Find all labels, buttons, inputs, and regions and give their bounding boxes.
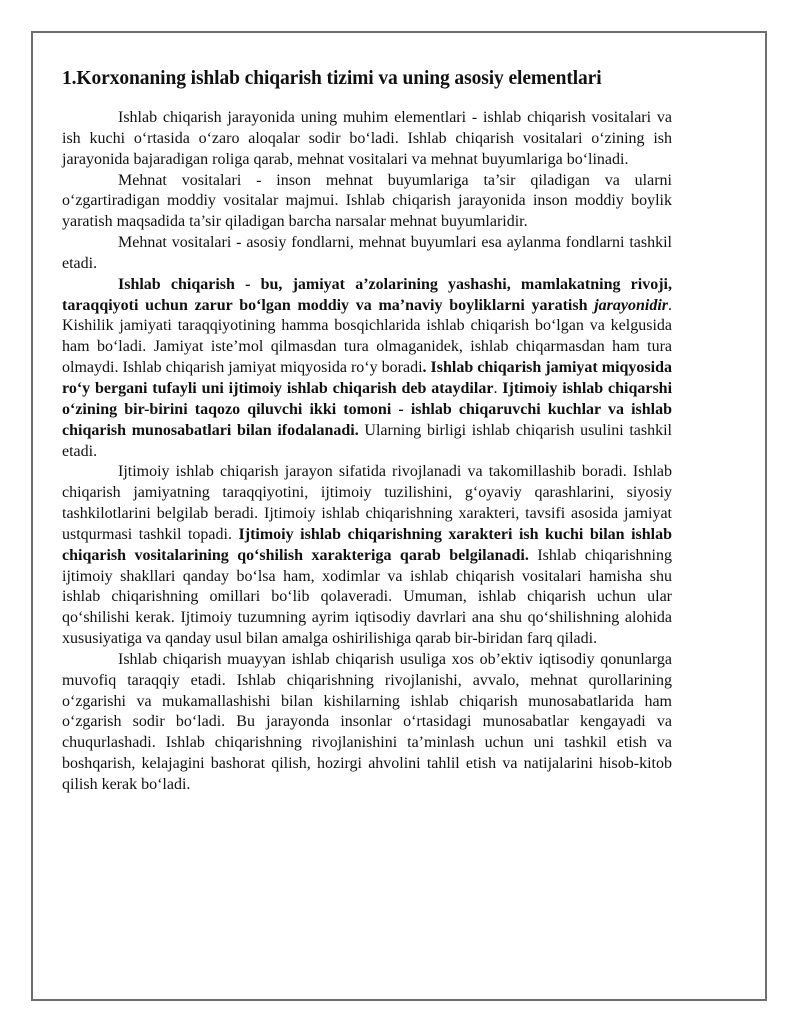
paragraph-5 bbox=[62, 462, 672, 650]
paragraph-3: Mehnat vositalari - asosiy fondlarni, mehnat buyumlari esa aylanma fondlarni tashkil etadi. bbox=[62, 234, 672, 272]
p4-bold-1: Ishlab chiqarish - bu, jamiyat a’zolarining yashashi, mamlakatning rivoji, taraqqiyoti uchun zarur bo‘lgan moddiy va ma’naviy boyliklarni yaratish bbox=[62, 275, 672, 314]
paragraph-1: Ishlab chiqarish jarayonida uning muhim elementlari - ishlab chiqarish vositalari va ish kuchi o‘rtasida o‘zaro aloqalar sodir bo‘ladi. Ishlab chiqarish vositalari o‘zining ish jarayonida bajaradigan roliga qarab, mehnat vositalari va mehnat buyumlariga bo‘linadi. bbox=[62, 109, 672, 168]
p4-bold-italic: jarayonidir bbox=[594, 296, 668, 314]
p4-text-3: Ularning birligi ishlab chiqarish usulini tashkil etadi. bbox=[62, 421, 673, 460]
p4-text-1: . Kishilik jamiyati taraqqiyotining hamma bosqichlarida ishlab chiqarish bo‘lgan va kelgusida ham bo‘ladi. Jamiyat iste’mol qilmasdan tura olmaganidek, ishlab chiqarmasdan ham tura olmaydi. Ishlab chiqarish jamiyat miqyosida ro‘y boradi bbox=[62, 296, 672, 377]
p5-text-2: Ishlab chiqarishning ijtimoiy shakllari qanday bo‘lsa ham, xodimlar va ishlab chiqarish vositalari hamisha shu ishlab chiqarishning omillari bo‘lib qolaveradi. Umuman, ishlab chiqarish uchun ular qo‘shilishi kerak. Ijtimoiy tuzumning ayrim iqtisodiy davrlari ana shu qo‘shilishning alohida xususiyatiga va qanday usul bilan amalga oshirilishiga qarab bir-biridan farq qiladi. bbox=[62, 546, 672, 648]
document-title: 1.Korxonaning ishlab chiqarish tizimi va uning asosiy elementlari bbox=[62, 68, 602, 89]
p4-text-2: . bbox=[493, 379, 503, 397]
p5-text-1: Ijtimoiy ishlab chiqarish jarayon sifatida rivojlanadi va takomillashib boradi. Ishlab chiqarish jamiyatning taraqqiyotini, ijtimoiy tuzilishini, g‘oyaviy qarashlarini, siyosiy tashkilotlarini belgilab beradi. Ijtimoiy ishlab chiqarishning xarakteri, tavsifi asosida jamiyat ustqurmasi tashkil topadi. bbox=[62, 463, 672, 543]
p4-bold-3: Ijtimoiy ishlab chiqarshi o‘zining bir-birini taqozo qiluvchi ikki tomoni - ishlab chiqaruvchi kuchlar va ishlab chiqarish munosabatlari bilan ifodalanadi. bbox=[62, 379, 673, 439]
p5-bold-1: Ijtimoiy ishlab chiqarishning xarakteri ish kuchi bilan ishlab chiqarish vositalarining qo‘shilish xarakteriga qarab belgilanadi. bbox=[62, 525, 672, 564]
document-body bbox=[62, 66, 672, 796]
p4-bold-2: . Ishlab chiqarish jamiyat miqyosida ro‘y bergani tufayli uni ijtimoiy ishlab chiqarish deb ataydilar bbox=[62, 359, 672, 397]
paragraph-6: Ishlab chiqarish muayyan ishlab chiqarish usuliga xos ob’ektiv iqtisodiy qonunlarga muvofiq taraqqiy etadi. Ishlab chiqarishning rivojlanishi, avvalo, mehnat qurollarining o‘zgarishi va mukamallashishi bilan kishilarning ishlab chiqarish munosabatlarida ham o‘zgarish sodir bo‘ladi. Bu jarayonda insonlar o‘rtasidagi munosabatlar kengayadi va chuqurlashadi. Ishlab chiqarishning rivojlanishini ta’minlash uchun uni tashkil etish va boshqarish, kelajagini bashorat qilish, hozirgi ahvolini tahlil etish va natijalarini hisob-kitob qilish kerak bo‘ladi. bbox=[62, 650, 672, 793]
paragraph-2: Mehnat vositalari - inson mehnat buyumlariga ta’sir qiladigan va ularni o‘zgartiradigan moddiy vositalar majmui. Ishlab chiqarish jarayonida inson moddiy boylik yaratish maqsadida ta’sir qiladigan barcha narsalar mehnat buyumlaridir. bbox=[62, 171, 672, 231]
paragraph-4 bbox=[62, 275, 672, 463]
